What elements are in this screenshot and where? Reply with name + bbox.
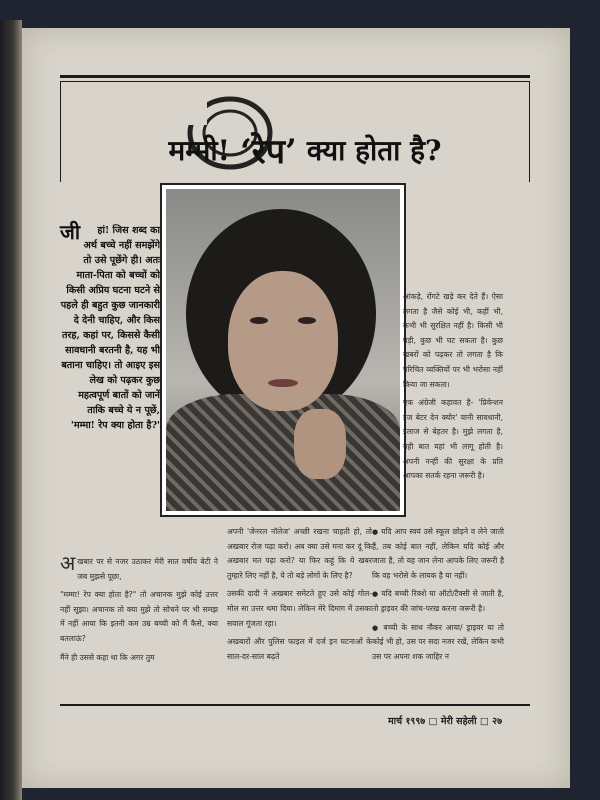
col3-paragraph-2: एक अंग्रेजी कहावत है- 'प्रिवेन्शन इज बेटर देन क्योर' यानी सावधानी, इलाज से बेहतर है। मुझे लगता है, यही बात यहां भी लागू होती है। अपनी नन्हीं की सुरक्षा के प्रति आपका सतर्क रहना जरूरी है।: [403, 398, 503, 481]
lead-text: हां! जिस शब्द का अर्थ बच्चे नहीं समझेंगे तो उसे पूछेंगे ही। अतः माता-पिता को बच्चों को किसी अप्रिय घटना घटने से पहले ही बहुत कुछ जानकारी दे देनी चाहिए, और किस तरह, कहां पर, किससे कैसी सावधानी बरतनी है, यह भी बताना चाहिए। तो आइए इस लेख को पढ़कर कुछ महत्वपूर्ण बातों को जानें ताकि बच्चे ये न पूछें, 'मम्मा! रेप क्या होता है?': [60, 225, 160, 431]
article-column-2: [227, 525, 372, 668]
magazine-spine: [0, 20, 22, 800]
col1-paragraph-2: "मम्मा! रेप क्या होता है?" तो अचानक मुझे कोई उत्तर नहीं सूझा। अचानक तो क्या मुझे तो सोचने पर भी समझ में नहीं आया कि इतनी कम उम्र बच्ची को मैं कैसे, क्या बतलाऊं?: [60, 590, 218, 643]
bullet-item-2: ● यदि बच्ची रिक्शे या ऑटो/टैक्सी से जाती है, तो ड्राइवर की जांच-परख करना जरूरी है।: [372, 587, 504, 616]
lead-paragraph: [60, 220, 160, 433]
page-footer: मार्च १९९७ □ मेरी सहेली □ २७: [388, 716, 503, 727]
col2-paragraph-2: उसकी दादी ने अखबार समेटते हुए उसे कोई गोल-मोल सा उत्तर थमा दिया। लेकिन मेरे दिमाग में उसका सवाल गूंजता रहा।: [227, 589, 372, 628]
article-column-1: [60, 551, 218, 669]
col3-paragraph-1: आंकड़े, रोंगटे खड़े कर देते हैं। ऐसा लगता है जैसे कोई भी, कहीं भी, कभी भी सुरक्षित नहीं है। किसी भी घड़ी, कुछ भी घट सकता है। कुछ खबरों को पढ़कर तो लगता है कि परिचित व्यक्तियों पर भी भरोसा नहीं किया जा सकता।: [403, 292, 503, 389]
col1-paragraph-1: खबार पर से नजर उठाकर मेरी सात वर्षीय बेटी ने जब मुझसे पूछा,: [77, 557, 218, 581]
headline-part-3: क्या होता है?: [306, 134, 442, 167]
portrait-photo-frame: [160, 183, 406, 517]
top-rule-thick: [60, 75, 530, 78]
headline: [90, 120, 520, 180]
bullet-item-1: ● यदि आप स्वयं उसे स्कूल छोड़ने व लेने जाती हैं, तब कोई बात नहीं, लेकिन यदि कोई और जाता है, तो यह जान लेना आपके लिए जरूरी है कि वह भरोसे के लायक है या नहीं।: [372, 525, 504, 583]
bottom-rule: [60, 704, 530, 706]
photo-lips: [268, 379, 298, 387]
lead-dropcap: जी: [60, 220, 81, 244]
photo-shirt: [166, 394, 400, 511]
bullet-item-3: ● बच्ची के साथ नौकर आया/ ड्राइवर या तो कोई भी हो, उस पर सदा नजर रखें, लेकिन कभी उस पर अपना शक जाहिर न: [372, 621, 504, 665]
left-rule: [60, 82, 61, 182]
col2-paragraph-3: अखबारों और पुलिस फाइल में दर्ज इन घटनाओं के साल-दर-साल बढ़ते: [227, 637, 372, 661]
right-rule: [529, 82, 530, 182]
headline-part-1: मम्मी!: [168, 134, 230, 167]
headline-part-2: ‘रेप’: [239, 132, 297, 172]
col2-paragraph-1: अपनी 'जेनरल नॉलेज' अच्छी रखना चाहती हो, तो अखबार रोज पढ़ा करो। अब क्या उसे मना कर दूं कि अखबार मत पढ़ा करो? या फिर कहूं कि ये खबर तुम्हारे लिए नहीं है, ये तो बड़े लोगों के लिए है?: [227, 527, 372, 580]
top-rule-thin: [60, 81, 530, 82]
article-column-3: [403, 290, 503, 488]
photo-face: [228, 271, 338, 411]
portrait-photo: [166, 189, 400, 511]
article-column-3-bullets: [372, 525, 504, 668]
article-dropcap: अ: [60, 551, 76, 575]
photo-hand: [294, 409, 346, 479]
col1-paragraph-3: मैंने ही उससे कहा था कि अगर तुम: [60, 652, 155, 662]
photo-eye-right: [298, 317, 316, 324]
photo-eye-left: [250, 317, 268, 324]
